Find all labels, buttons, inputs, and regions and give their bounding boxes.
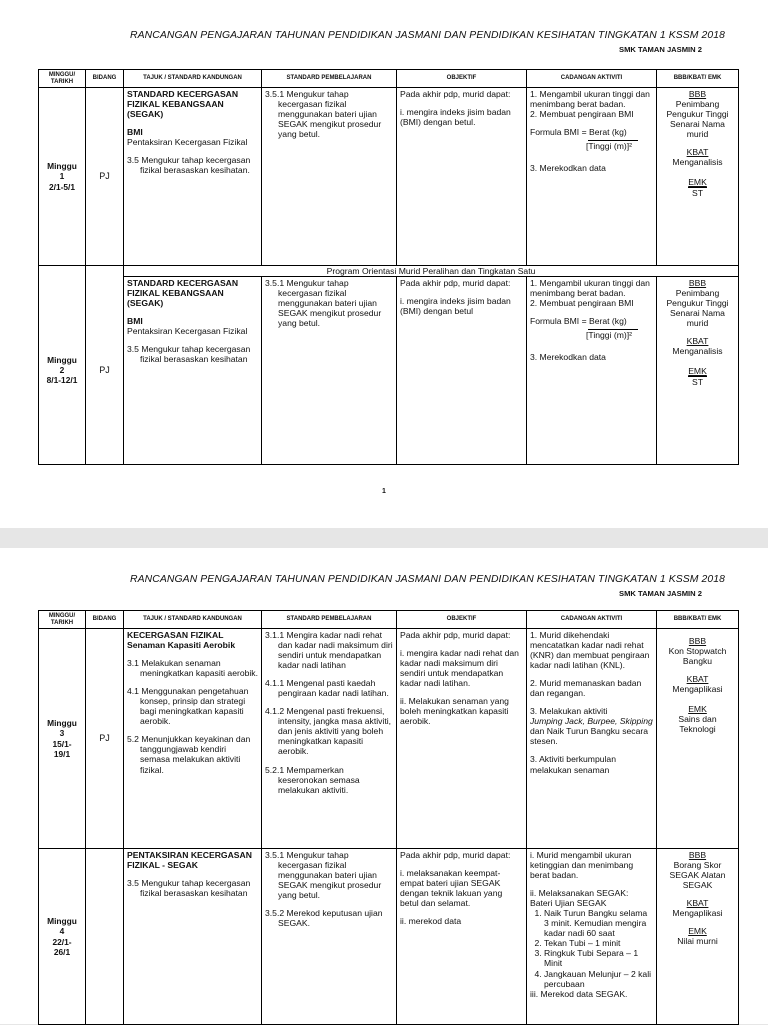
- objektif-item: i. melaksanakan keempat-empat bateri ujian SEGAK dengan teknik lakuan yang betul dan selamat.: [400, 868, 503, 909]
- bidang-cell: [86, 849, 124, 1025]
- week-cell: [39, 849, 86, 1025]
- bbb-label: BBB: [688, 850, 707, 860]
- objektif-item: i. mengira kadar nadi rehat dan kadar nadi maksimum diri sendiri untuk mendapatkan kadar nadi latihan.: [400, 648, 519, 689]
- aktiviti-item: iii. Merekod data SEGAK.: [530, 988, 628, 999]
- aktiviti-cell: [527, 277, 657, 465]
- list-item: 2. Tekan Tubi – 1 minit: [544, 938, 653, 948]
- bidang-cell: PJ: [86, 629, 124, 849]
- kbat-label: KBAT: [686, 674, 709, 685]
- bbb-cell: [657, 277, 739, 465]
- sp-cell: [262, 849, 397, 1025]
- aktiviti-item: 2. Murid memanaskan badan dan regangan.: [530, 678, 642, 699]
- kbat-label: KBAT: [686, 336, 709, 347]
- kbat-label: KBAT: [686, 147, 709, 158]
- tajuk-item: 5.2 Menunjukkan keyakinan dan tanggungjawab kendiri semasa melakukan aktiviti fizikal.: [127, 734, 251, 775]
- week-label: Minggu: [47, 161, 77, 172]
- aktiviti-item: 1. Mengambil ukuran tinggi dan menimbang berat badan.: [530, 89, 650, 110]
- sp-item: 3.5.1 Mengukur tahap kecergasan fizikal menggunakan bateri ujian SEGAK mengikut prosedur yang betul.: [265, 89, 382, 140]
- bmi-formula: Formula BMI = Berat (kg): [530, 316, 627, 327]
- objektif-intro: Pada akhir pdp, murid dapat:: [400, 630, 511, 640]
- week-label: Minggu: [47, 718, 77, 729]
- bmi-formula-denominator: [Tinggi (m)]²: [586, 330, 632, 341]
- table-row-week-1: [39, 88, 739, 266]
- aktiviti-item: i. Murid mengambil ukuran ketinggian dan menimbang berat badan.: [530, 850, 634, 881]
- col-header-objektif: OBJEKTIF: [397, 70, 527, 88]
- tajuk-cell: [124, 277, 262, 465]
- tajuk-title: STANDARD KECERGASAN FIZIKAL KEBANGSAAN (SEGAK): [127, 278, 239, 309]
- bmi-formula: Formula BMI = Berat (kg): [530, 127, 627, 138]
- tajuk-item: 3.5 Mengukur tahap kecergasan fizikal berasaskan kesihatan.: [127, 155, 251, 176]
- tajuk-subtitle-desc: Pentaksiran Kecergasan Fizikal: [127, 137, 248, 148]
- objektif-item: ii. merekod data: [400, 916, 462, 927]
- aktiviti-item: ii. Melaksanakan SEGAK: Bateri Ujian SEGAK: [530, 888, 629, 909]
- week-date: 22/1-: [52, 936, 72, 947]
- table-row-week-2: [39, 277, 739, 465]
- objektif-intro: Pada akhir pdp, murid dapat:: [400, 278, 511, 289]
- document-page-2: [0, 548, 768, 1024]
- col-header-tajuk: TAJUK / STANDARD KANDUNGAN: [124, 70, 262, 88]
- tajuk-title: STANDARD KECERGASAN FIZIKAL KEBANGSAAN (SEGAK): [127, 89, 239, 120]
- kbat-label: KBAT: [686, 898, 709, 909]
- sp-cell: [262, 629, 397, 849]
- orientation-banner-row: [39, 266, 739, 277]
- aktiviti-cell: [527, 629, 657, 849]
- col-header-objektif: OBJEKTIF: [397, 611, 527, 629]
- aktiviti-item: 1. Murid dikehendaki mencatatkan kadar nadi rehat (KNR) dan membuat pengiraan kadar nadi latihan (KNL).: [530, 630, 650, 671]
- kbat-value: Mengaplikasi: [672, 908, 723, 919]
- sp-item: 3.5.1 Mengukur tahap kecergasan fizikal menggunakan bateri ujian SEGAK mengikut prosedur yang betul.: [265, 850, 382, 901]
- bbb-items: Penimbang Pengukur Tinggi Senarai Nama murid: [666, 288, 729, 329]
- objektif-item: i. mengira indeks jisim badan (BMI) dengan betul: [400, 296, 511, 317]
- objektif-cell: [397, 277, 527, 465]
- kbat-value: Menganalisis: [672, 346, 723, 357]
- kbat-value: Mengaplikasi: [672, 684, 723, 695]
- sp-cell: [262, 88, 397, 266]
- week-number: 4: [59, 926, 65, 937]
- emk-label: EMK: [688, 177, 707, 188]
- objektif-item: ii. Melakukan senaman yang boleh meningkatkan kapasiti aerobik.: [400, 696, 509, 727]
- week-cell: [39, 277, 86, 465]
- table-row-week-4: [39, 849, 739, 1025]
- week-number: 1: [59, 171, 65, 182]
- col-header-bbb: BBB/KBAT/ EMK: [657, 611, 739, 629]
- bbb-label: BBB: [688, 89, 707, 99]
- bbb-cell: [657, 629, 739, 849]
- objektif-intro: Pada akhir pdp, murid dapat:: [400, 89, 511, 99]
- tajuk-title: PENTAKSIRAN KECERGASAN FIZIKAL - SEGAK: [127, 850, 252, 871]
- week-number: 2: [59, 365, 65, 376]
- list-item: 3. Ringkuk Tubi Separa – 1 Minit: [544, 948, 653, 968]
- bbb-cell: [657, 849, 739, 1025]
- aktiviti-item: 3. Aktiviti berkumpulan melakukan senaman: [530, 754, 616, 775]
- emk-value: Sains dan Teknologi: [678, 714, 717, 735]
- col-header-minggu: MINGGU/ TARIKH: [39, 70, 86, 88]
- week-date: 2/1-5/1: [48, 181, 76, 192]
- school-name: SMK TAMAN JASMIN 2: [619, 589, 702, 598]
- school-name: SMK TAMAN JASMIN 2: [619, 45, 702, 54]
- col-header-minggu: MINGGU/ TARIKH: [39, 611, 86, 629]
- bbb-items: Kon Stopwatch Bangku: [668, 646, 727, 667]
- kbat-value: Menganalisis: [672, 157, 723, 168]
- tajuk-cell: [124, 849, 262, 1025]
- document-title: RANCANGAN PENGAJARAN TAHUNAN PENDIDIKAN JASMANI DAN PENDIDIKAN KESIHATAN TINGKATAN 1 KSSM 2018: [130, 30, 726, 41]
- orientation-banner: Program Orientasi Murid Peralihan dan Tingkatan Satu: [124, 266, 739, 277]
- sp-item: 4.1.1 Mengenal pasti kaedah pengiraan kadar nadi latihan.: [265, 678, 389, 699]
- week-date-end: 19/1: [53, 748, 71, 759]
- objektif-intro: Pada akhir pdp, murid dapat:: [400, 850, 511, 860]
- week-label: Minggu: [47, 916, 77, 927]
- col-header-bidang: BIDANG: [86, 611, 124, 629]
- tajuk-subtitle-desc: Pentaksiran Kecergasan Fizikal: [127, 326, 248, 337]
- col-header-standard-pembelajaran: STANDARD PEMBELAJARAN: [262, 611, 397, 629]
- col-header-bbb: BBB/KBAT/ EMK: [657, 70, 739, 88]
- document-title: RANCANGAN PENGAJARAN TAHUNAN PENDIDIKAN JASMANI DAN PENDIDIKAN KESIHATAN TINGKATAN 1 KSSM 2018: [130, 574, 726, 585]
- emk-label: EMK: [688, 366, 707, 377]
- tajuk-item: 3.5 Mengukur tahap kecergasan fizikal berasaskan kesihatan: [127, 344, 251, 365]
- bbb-label: BBB: [688, 278, 707, 289]
- table-row-week-3: [39, 629, 739, 849]
- col-header-aktiviti: CADANGAN AKTIVITI: [527, 611, 657, 629]
- objektif-cell: [397, 88, 527, 266]
- aktiviti-cell: [527, 88, 657, 266]
- week-number: 3: [59, 728, 65, 739]
- bbb-items: Borang Skor SEGAK Alatan SEGAK: [669, 860, 726, 891]
- objektif-item: i. mengira indeks jisim badan (BMI) dengan betul.: [400, 107, 511, 128]
- week-label: Minggu: [47, 355, 77, 366]
- bbb-cell: [657, 88, 739, 266]
- col-header-standard-pembelajaran: STANDARD PEMBELAJARAN: [262, 70, 397, 88]
- bmi-formula-denominator: [Tinggi (m)]²: [586, 141, 632, 152]
- bidang-cell: PJ: [86, 277, 124, 465]
- sp-item: 4.1.2 Mengenal pasti frekuensi, intensity, jangka masa aktiviti, dan jenis aktiviti yang boleh meningkatkan kapasiti aerobik.: [265, 706, 392, 757]
- tajuk-title: KECERGASAN FIZIKAL Senaman Kapasiti Aerobik: [127, 630, 236, 651]
- sp-cell: [262, 277, 397, 465]
- emk-value: ST: [688, 376, 707, 387]
- tajuk-subtitle: BMI: [127, 316, 143, 327]
- aktiviti-item: 2. Membuat pengiraan BMI: [530, 109, 634, 120]
- objektif-cell: [397, 629, 527, 849]
- tajuk-cell: [124, 88, 262, 266]
- emk-value: Nilai murni: [677, 936, 718, 947]
- aktiviti-item: 3. Merekodkan data: [530, 163, 606, 174]
- lesson-plan-table: [38, 69, 739, 465]
- emk-label: EMK: [688, 704, 707, 715]
- tajuk-subtitle: BMI: [127, 127, 143, 138]
- tajuk-item: 3.1 Melakukan senaman meningkatkan kapasiti aerobik.: [127, 658, 258, 679]
- bbb-label: BBB: [688, 636, 707, 646]
- col-header-tajuk: TAJUK / STANDARD KANDUNGAN: [124, 611, 262, 629]
- lesson-plan-table: [38, 610, 739, 1025]
- week-cell: [39, 629, 86, 849]
- sp-item: 5.2.1 Mempamerkan keseronokan semasa melakukan aktiviti.: [265, 764, 360, 795]
- sp-item: 3.1.1 Mengira kadar nadi rehat dan kadar nadi maksimum diri sendiri untuk mendapatkan kadar nadi latihan: [265, 630, 393, 671]
- tajuk-item: 3.5 Mengukur tahap kecergasan fizikal berasaskan kesihatan: [127, 878, 251, 899]
- aktiviti-item: 3. Melakukan aktiviti Jumping Jack, Burpee, Skipping dan Naik Turun Bangku secara stesen.: [530, 706, 653, 747]
- table-header-row: [39, 611, 739, 629]
- week-cell: [39, 88, 86, 266]
- table-header-row: [39, 70, 739, 88]
- bbb-items: Penimbang Pengukur Tinggi Senarai Nama murid: [666, 99, 729, 140]
- bidang-cell: PJ: [86, 88, 124, 266]
- tajuk-item: 4.1 Menggunakan pengetahuan konsep, prinsip dan strategi bagi meningkatkan kapasiti aerobik.: [127, 686, 249, 727]
- sp-item: 3.5.2 Merekod keputusan ujian SEGAK.: [265, 908, 383, 929]
- emk-value: ST: [688, 187, 707, 198]
- aktiviti-cell: [527, 849, 657, 1025]
- page-number: 1: [382, 488, 386, 495]
- list-item: 4. Jangkauan Melunjur – 2 kali percubaan: [544, 969, 653, 989]
- list-item: 1. Naik Turun Bangku selama 3 minit. Kemudian mengira kadar nadi 60 saat: [544, 908, 653, 938]
- col-header-bidang: BIDANG: [86, 70, 124, 88]
- week-date: 15/1-: [52, 738, 72, 749]
- week-date-end: 26/1: [53, 946, 71, 957]
- emk-label: EMK: [688, 926, 707, 937]
- objektif-cell: [397, 849, 527, 1025]
- col-header-aktiviti: CADANGAN AKTIVITI: [527, 70, 657, 88]
- sp-item: 3.5.1 Mengukur tahap kecergasan fizikal menggunakan bateri ujian SEGAK mengikut prosedur yang betul.: [265, 278, 382, 329]
- aktiviti-item: 3. Merekodkan data: [530, 352, 606, 363]
- aktiviti-item: 2. Membuat pengiraan BMI: [530, 298, 634, 309]
- tajuk-cell: [124, 629, 262, 849]
- week-date: 8/1-12/1: [46, 375, 78, 386]
- segak-test-list: [530, 908, 653, 988]
- aktiviti-item: 1. Mengambil ukuran tinggi dan menimbang berat badan.: [530, 278, 650, 299]
